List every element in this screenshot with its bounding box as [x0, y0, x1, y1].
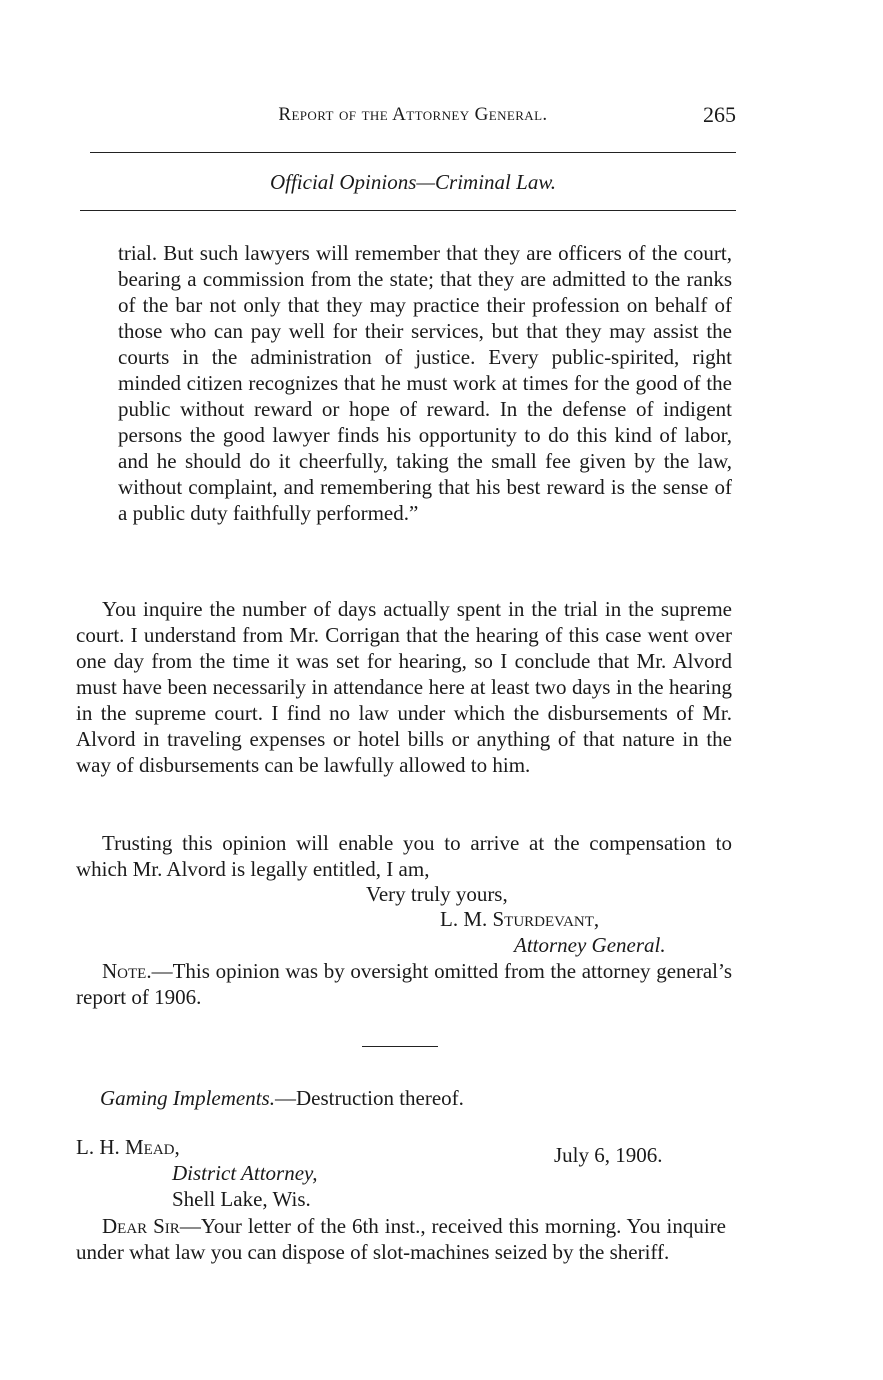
- running-header: [90, 104, 736, 134]
- body-paragraph-days: You inquire the number of days actually spent in the trial in the supreme court. I understand from Mr. Corrigan that the hearing of this case went over one day from the time it was set for hearing, so I conclude that Mr. Alvord must have been necessarily in attendance here at least two days in the hearing in the supreme court. I find no law under which the disbursements of Mr. Alvord in traveling expenses or hotel bills or anything of that nature in the way of disbursements can be lawfully allowed to him.: [76, 597, 732, 777]
- letter-body-text: —Your letter of the 6th inst., received this morning. You inquire under what law you can dispose of slot-machines seized by the sheriff.: [76, 1214, 726, 1264]
- opinion-subject-title: Gaming Implements.: [100, 1086, 275, 1110]
- letter-salutation: Dear Sir: [102, 1214, 180, 1238]
- signer-name: L. M. Sturdevant,: [440, 907, 600, 931]
- opinion-subject: [100, 1086, 464, 1111]
- closing-salutation: Very truly yours,: [366, 882, 508, 906]
- quoted-paragraph: trial. But such lawyers will remember that they are officers of the court, bearing a commission from the state; that they are admitted to the ranks of the bar not only that they may practice their profession on behalf of those who can pay well for their services, but that they may assist the courts in the administration of justice. Every public-spirited, right minded citizen recognizes that he must work at times for the good of the public without reward or hope of reward. In the defense of indigent persons the good lawyer finds his opportunity to do this kind of labor, and he should do it cheerfully, taking the small fee given by the law, without complaint, and remembering that his best reward is the sense of a public duty faithfully performed.”: [118, 241, 732, 525]
- running-title: Report of the Attorney General.: [278, 104, 548, 125]
- header-rule-bottom: [80, 210, 736, 211]
- note-paragraph: [76, 958, 732, 1010]
- page-number: 265: [703, 102, 736, 127]
- section-divider: [362, 1046, 438, 1047]
- addressee-title: District Attorney,: [172, 1161, 318, 1185]
- note-label: Note.: [102, 959, 152, 983]
- section-title: Official Opinions—Criminal Law.: [269, 170, 557, 194]
- note-text: —This opinion was by oversight omitted from the attorney general’s report of 1906.: [76, 959, 732, 1009]
- letter-body: [76, 1213, 726, 1265]
- header-rule-top: [90, 152, 736, 153]
- opinion-subject-rest: —Destruction thereof.: [274, 1086, 464, 1110]
- letter-date: July 6, 1906.: [554, 1143, 663, 1167]
- body-paragraph-trusting: Trusting this opinion will enable you to arrive at the compensation to which Mr. Alvord is legally entitled, I am,: [76, 831, 732, 881]
- addressee-name: L. H. Mead,: [76, 1135, 180, 1159]
- signer-title: Attorney General.: [514, 933, 666, 957]
- addressee-location: Shell Lake, Wis.: [172, 1187, 311, 1211]
